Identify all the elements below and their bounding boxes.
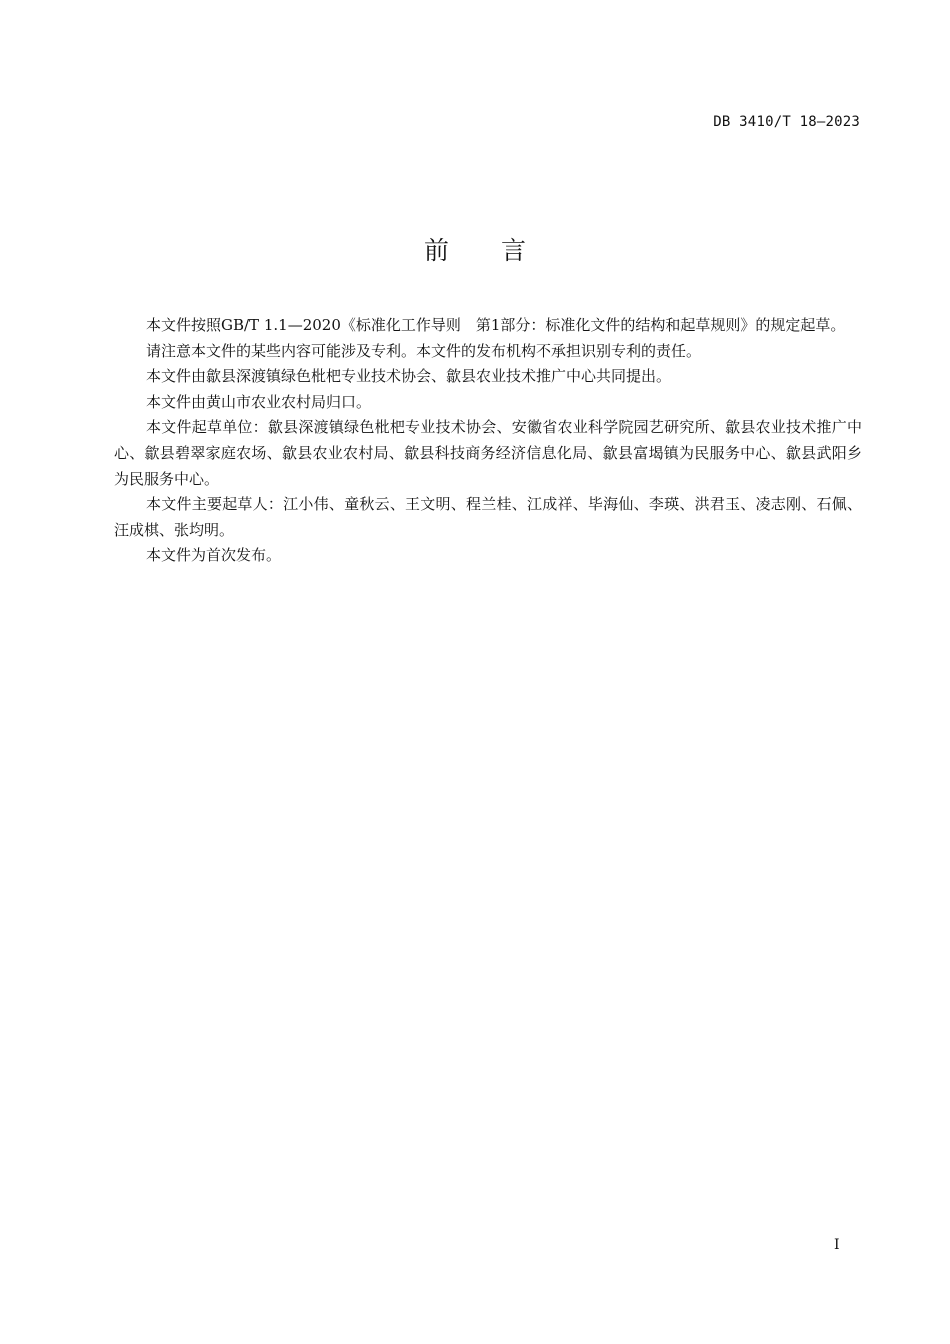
paragraph-release-note: 本文件为首次发布。 bbox=[146, 546, 282, 565]
paragraph-proposer: 本文件由歙县深渡镇绿色枇杷专业技术协会、歙县农业技术推广中心共同提出。 bbox=[146, 367, 672, 386]
page-title bbox=[0, 234, 950, 268]
paragraph-patent-notice: 请注意本文件的某些内容可能涉及专利。本文件的发布机构不承担识别专利的责任。 bbox=[146, 341, 702, 360]
paragraph-drafters: 本文件主要起草人：江小伟、童秋云、王文明、程兰桂、江成祥、毕海仙、李瑛、洪君玉、凌志刚、石佩、汪成棋、张均明。 bbox=[114, 495, 862, 539]
document-code: DB 3410/T 18—2023 bbox=[713, 114, 860, 130]
paragraph-drafting-basis: 本文件按照GB/T 1.1—2020《标准化工作导则 第1部分：标准化文件的结构和起草规则》的规定起草。 bbox=[146, 316, 846, 334]
paragraph-administrator: 本文件由黄山市农业农村局归口。 bbox=[146, 392, 372, 411]
foreword-content bbox=[114, 313, 862, 569]
paragraph-drafting-organizations: 本文件起草单位：歙县深渡镇绿色枇杷专业技术协会、安徽省农业科学院园艺研究所、歙县农业技术推广中心、歙县碧翠家庭农场、歙县农业农村局、歙县科技商务经济信息化局、歙县富堨镇为民服务中心、歙县武阳乡为民服务中心。 bbox=[114, 418, 862, 488]
page-number: I bbox=[834, 1237, 840, 1253]
page-title-second-character: 言 bbox=[501, 236, 527, 265]
page-title-first-character: 前 bbox=[423, 236, 449, 265]
